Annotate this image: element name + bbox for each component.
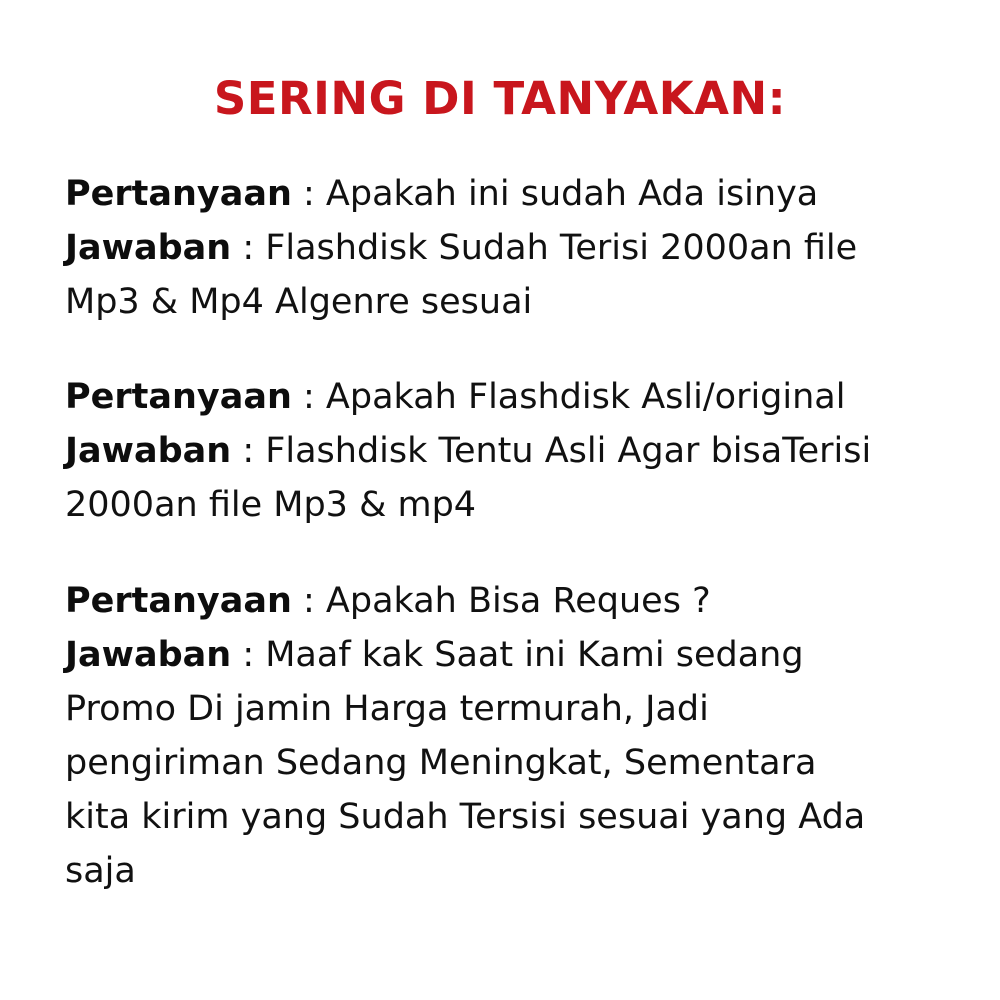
question-label: Pertanyaan	[65, 377, 292, 417]
answer-line	[65, 628, 955, 682]
faq-item	[65, 167, 955, 329]
faq-item	[65, 370, 955, 532]
question-label: Pertanyaan	[65, 174, 292, 214]
answer-text: : Flashdisk Tentu Asli Agar bisaTerisi	[231, 431, 872, 471]
question-line	[65, 574, 955, 628]
answer-text-continued: 2000an file Mp3 & mp4	[65, 485, 477, 525]
question-text: : Apakah Bisa Reques ?	[291, 581, 711, 621]
answer-text-continued: pengiriman Sedang Meningkat, Sementara	[65, 743, 817, 783]
answer-text: : Flashdisk Sudah Terisi 2000an file	[231, 228, 858, 268]
answer-line	[65, 424, 955, 478]
answer-text-continued: saja	[65, 851, 136, 891]
answer-text-continued: Mp3 & Mp4 Algenre sesuai	[65, 282, 533, 322]
answer-label: Jawaban	[65, 635, 232, 675]
answer-label: Jawaban	[65, 431, 232, 471]
question-line	[65, 370, 955, 424]
answer-text-continued: kita kirim yang Sudah Tersisi sesuai yang Ada	[65, 797, 866, 837]
question-text: : Apakah ini sudah Ada isinya	[291, 174, 819, 214]
question-line	[65, 167, 955, 221]
faq-item	[65, 574, 955, 898]
question-text: : Apakah Flashdisk Asli/original	[291, 377, 846, 417]
answer-label: Jawaban	[65, 228, 232, 268]
question-label: Pertanyaan	[65, 581, 292, 621]
answer-text-continued: Promo Di jamin Harga termurah, Jadi	[65, 689, 709, 729]
answer-text: : Maaf kak Saat ini Kami sedang	[231, 635, 804, 675]
faq-title: SERING DI TANYAKAN:	[213, 72, 787, 125]
answer-line	[65, 221, 955, 275]
